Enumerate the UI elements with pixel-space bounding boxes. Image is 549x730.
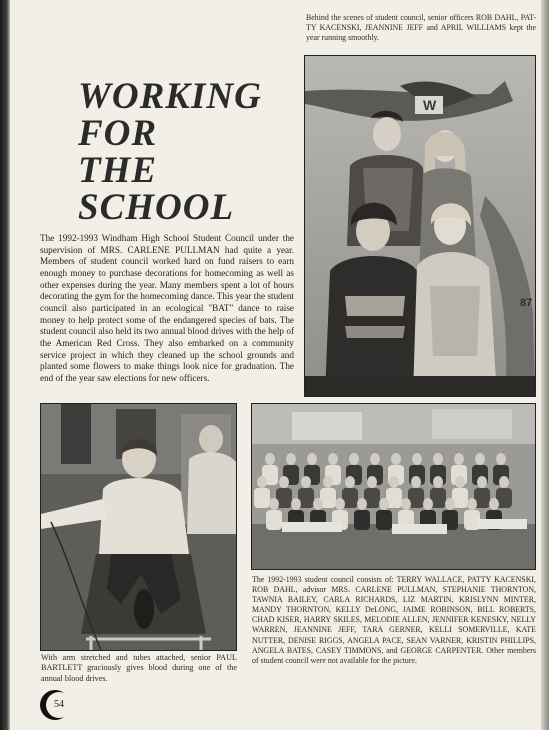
person-head (423, 498, 433, 510)
page-title (78, 78, 262, 226)
article-body: The 1992-1993 Windham High School Student Council under the supervision of MRS. CARLENE PULLMAN had quite a year. Members of student council worked hard on fund raisers to earn enough money to purchase decorations for homecoming as well as other expenses during the year. Many members spent a lot of hours decorating the gym for the homecoming dance. This year the student council also participated in an ecological "BAT" dance to raise money to help protect some of the endangered species of bats. The student council also held its two annual blood drives with the help of the American Red Cross. They also embarked on a community service project in which they cleaned up the school grounds and planted some flowers to make things look nice for graduation. The end of the year saw elections for new officers. (40, 233, 294, 383)
officers-caption: Behind the scenes of student council, senior officers ROB DAHL, PAT-TY KACENSKI, JEANNINE JEFF and APRIL WILLIAMS kept the year running smoothly. (306, 13, 536, 42)
title-line-3: THE (78, 150, 158, 191)
person-head (265, 453, 275, 465)
student-council-group-photo (251, 403, 536, 570)
person-head (433, 476, 443, 488)
person-head (370, 453, 380, 465)
person-head (313, 498, 323, 510)
person-head (291, 498, 301, 510)
title-line-4: SCHOOL (78, 187, 235, 228)
person-head (307, 453, 317, 465)
person-body (266, 510, 282, 530)
person-head (499, 476, 509, 488)
person-head (286, 453, 296, 465)
person-head (411, 476, 421, 488)
person-head (433, 453, 443, 465)
person-head (379, 498, 389, 510)
person-head (412, 453, 422, 465)
person-head (445, 498, 455, 510)
person-head (389, 476, 399, 488)
person-body (254, 488, 270, 508)
book-spine (0, 0, 10, 730)
person-head (477, 476, 487, 488)
mural-number: 87 (520, 297, 533, 309)
person-head (391, 453, 401, 465)
group-caption: The 1992-1993 student council consists of: TERRY WALLACE, PATTY KACENSKI, ROB DAHL, advisor MRS. CARLENE PULLMAN, STEPHANIE THORNTON, TAWNIA BAILEY, CARLA RICHARDS, LIZ MARTIN, KRISLYNN MINTER, MANDY THORNTON, KELLY DeLONG, JAIME ROBINSON, BILL ROBERTS, CHAD KISER, HARRY SKILES, MELODIE ALLEN, JENNIFER KENESKY, NELLY WARREN, JEANNINE JEFF, TARA GERNER, KELLI SOMERVILLE, KATE NUTTER, DENISE RIGGS, ANGELA PACE, SEAN VARNER, KRISTIN PHILLIPS, ANGELA BATES, CASEY TIMMONS, and GEORGE CARPENTER. Other members of student council were not available for the picture. (252, 575, 536, 665)
blood-drive-caption: With arm stretched and tubes attached, senior PAUL BARTLETT graciously gives blood during one of the annual blood drives. (41, 653, 237, 683)
person-head (345, 476, 355, 488)
blood-drive-photo (40, 403, 237, 651)
title-line-1: WORKING (78, 76, 262, 117)
person-head (367, 476, 377, 488)
person-head (279, 476, 289, 488)
person-head (335, 498, 345, 510)
person-body (354, 510, 370, 530)
title-line-2: FOR (78, 113, 158, 154)
person-head (496, 453, 506, 465)
mural-letter: W (423, 97, 437, 113)
person-head (328, 453, 338, 465)
group-photo-art (252, 404, 535, 569)
page-number: 54 (46, 692, 72, 718)
person-head (489, 498, 499, 510)
person-head (257, 476, 267, 488)
person-head (301, 476, 311, 488)
person-head (475, 453, 485, 465)
person-head (467, 498, 477, 510)
blood-drive-photo-art (41, 404, 236, 650)
officers-photo (304, 55, 536, 397)
person-head (455, 476, 465, 488)
page-edge (541, 0, 549, 730)
person-head (401, 498, 411, 510)
person-head (349, 453, 359, 465)
person-head (269, 498, 279, 510)
person-body (376, 510, 392, 530)
officers-photo-art (305, 56, 535, 396)
person-head (357, 498, 367, 510)
person-head (323, 476, 333, 488)
person-head (454, 453, 464, 465)
